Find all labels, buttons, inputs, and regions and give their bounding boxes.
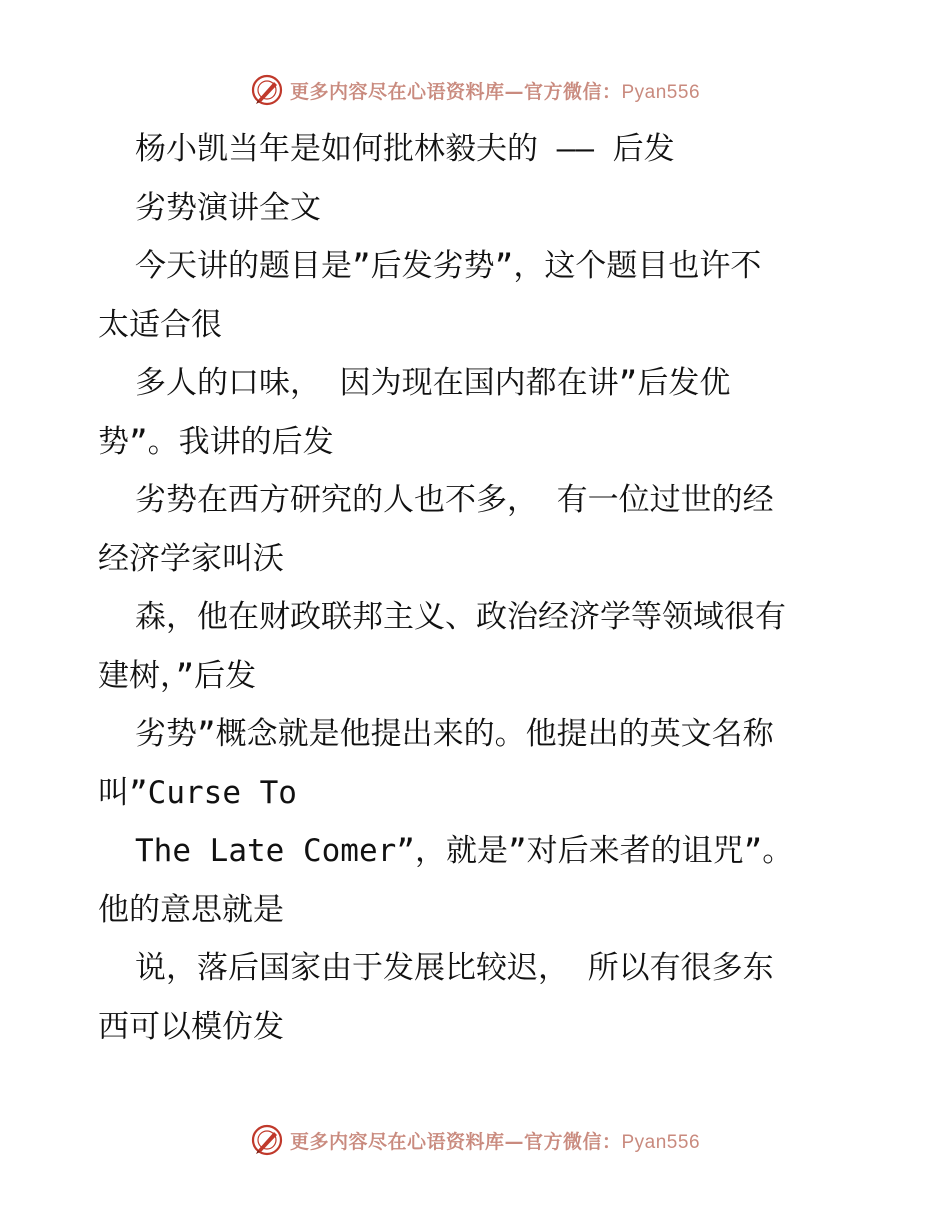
wechat-id: Pyan556 [621, 1131, 701, 1153]
text-line: 劣势演讲全文 [135, 189, 321, 226]
footer-watermark-banner [0, 1120, 950, 1160]
text-line: 今天讲的题目是”后发劣势”，这个题目也许不 [135, 248, 762, 284]
header-banner-inner [250, 73, 700, 107]
footer-banner-inner [250, 1123, 700, 1157]
pen-circle-logo-icon [250, 1123, 284, 1157]
text-line: 劣势在西方研究的人也不多， 有一位过世的经 [135, 482, 774, 518]
text-line: 西可以模仿发 [98, 1008, 284, 1045]
text-line: 他的意思就是 [98, 891, 284, 928]
text-line: The Late Comer”，就是”对后来者的诅咒”。 [135, 833, 794, 869]
text-line: 多人的口味， 因为现在国内都在讲”后发优 [135, 365, 731, 401]
text-line: 叫”Curse To [98, 774, 297, 811]
text-line: 太适合很 [98, 306, 222, 343]
text-line: 说，落后国家由于发展比较迟， 所以有很多东 [135, 950, 774, 986]
text-line: 建树，”后发 [98, 657, 257, 694]
header-watermark-banner [0, 70, 950, 110]
text-line: 经济学家叫沃 [98, 540, 284, 577]
text-line: 杨小凯当年是如何批林毅夫的 —— 后发 [135, 131, 675, 167]
text-line: 势”。我讲的后发 [98, 423, 334, 460]
document-body [98, 120, 858, 1056]
banner-text: 更多内容尽在心语资料库—官方微信：Pyan556 [289, 1130, 701, 1153]
wechat-id: Pyan556 [621, 81, 701, 103]
pen-circle-logo-icon [250, 73, 284, 107]
text-line: 劣势”概念就是他提出来的。他提出的英文名称 [135, 716, 774, 752]
text-line: 森，他在财政联邦主义、政治经济学等领域很有 [135, 599, 786, 635]
banner-text: 更多内容尽在心语资料库—官方微信：Pyan556 [289, 80, 701, 103]
